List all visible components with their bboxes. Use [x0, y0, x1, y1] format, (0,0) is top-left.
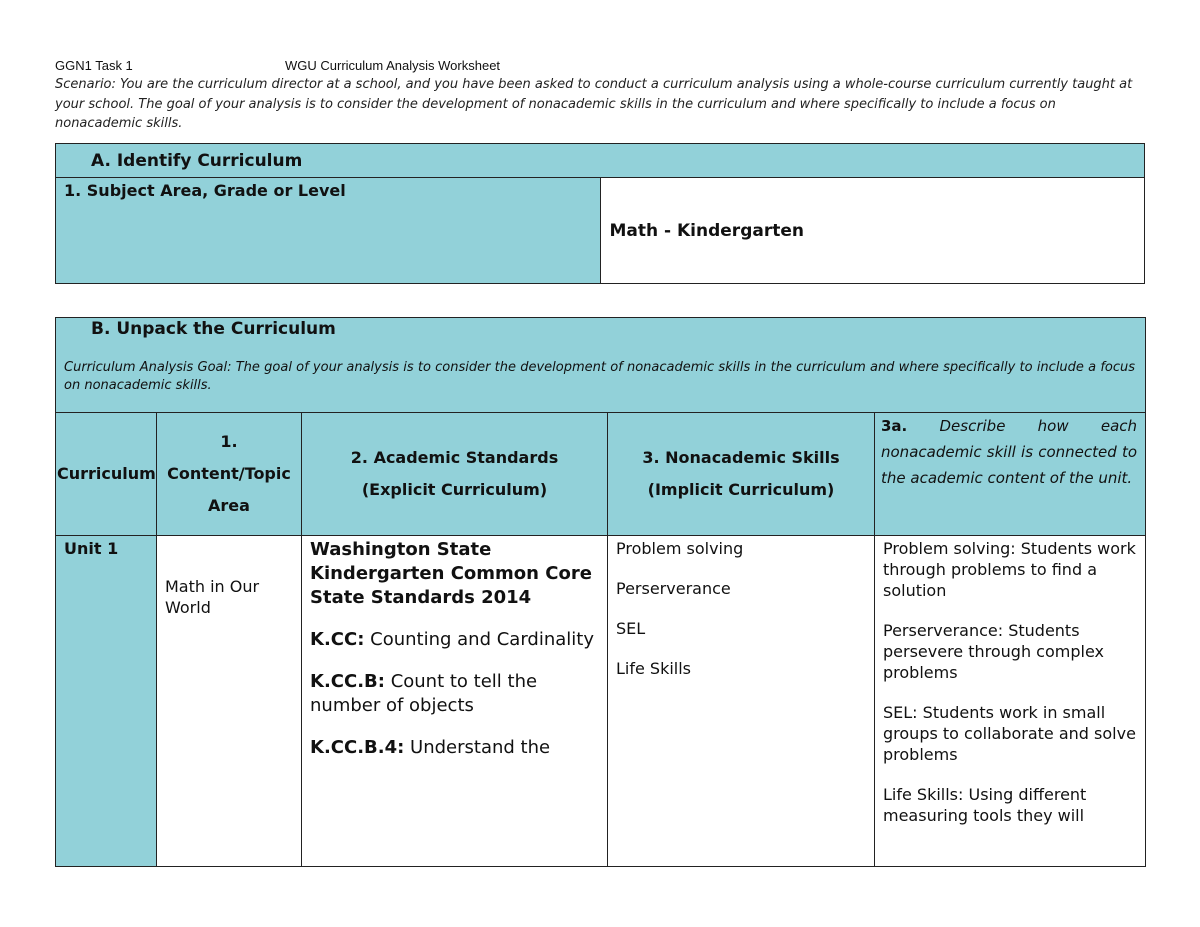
subject-area-value: Math - Kindergarten [600, 178, 1145, 284]
skill-item: SEL [616, 619, 646, 638]
section-b-title: B. Unpack the Curriculum [91, 319, 336, 339]
worksheet-title: WGU Curriculum Analysis Worksheet [285, 58, 501, 73]
standard-text: Understand the [404, 737, 551, 758]
subject-area-label: 1. Subject Area, Grade or Level [56, 178, 601, 284]
skill-item: Perserverance [616, 579, 731, 598]
skill-item: Life Skills [616, 659, 692, 678]
task-label: GGN1 Task 1 [55, 58, 133, 73]
nonacademic-skills-cell [608, 536, 875, 867]
standard-item [310, 670, 599, 718]
academic-standards-cell [302, 536, 608, 867]
skill-description: Life Skills: Using different measuring tools they will [883, 785, 1087, 825]
identify-curriculum-table [55, 143, 1145, 284]
col-nonacademic-line1: 3. Nonacademic Skills [642, 448, 840, 467]
section-a-title: A. Identify Curriculum [56, 144, 1145, 178]
standard-item [310, 628, 599, 652]
skill-description: SEL: Students work in small groups to collaborate and solve problems [883, 703, 1136, 764]
table-row [56, 536, 1146, 867]
col-describe-num: 3a. [881, 417, 908, 435]
skill-description: Perserverance: Students persevere through complex problems [883, 621, 1104, 682]
skill-item: Problem solving [616, 539, 744, 558]
standards-heading: Washington State Kindergarten Common Core State Standards 2014 [310, 539, 592, 608]
standard-text: Count to tell the number of objects [310, 671, 538, 716]
scenario-text: Scenario: You are the curriculum director at a school, and you have been asked to conduct a curriculum analysis using a whole-course curriculum currently taught at your school. The goal of your analysis is to consider the development of nonacademic skills in the curriculum and where specifically to include a focus on nonacademic skills. [55, 77, 1133, 131]
unit-label: Unit 1 [56, 536, 157, 867]
header-line [55, 58, 1145, 75]
col-nonacademic-line2: (Implicit Curriculum) [647, 480, 835, 499]
col-academic-line2: (Explicit Curriculum) [361, 480, 548, 499]
standard-code: K.CC.B.4: [310, 737, 405, 758]
analysis-goal-text: Curriculum Analysis Goal: The goal of your analysis is to consider the development of nonacademic skills in the curriculum and where specifically to include a focus on nonacademic skills. [64, 360, 1136, 393]
col-content-topic: 1. Content/Topic Area [157, 413, 302, 536]
standard-item [310, 736, 599, 760]
col-nonacademic-skills [608, 413, 875, 536]
col-academic-standards [302, 413, 608, 536]
col-curriculum: Curriculum [56, 413, 157, 536]
skill-description: Problem solving: Students work through problems to find a solution [883, 539, 1136, 600]
col-academic-line1: 2. Academic Standards [350, 448, 559, 467]
col-describe-text: Describe how each nonacademic skill is connected to the academic content of the unit. [881, 417, 1138, 487]
unpack-curriculum-table [55, 317, 1146, 867]
standard-code: K.CC: [310, 629, 365, 650]
col-describe-connection [875, 413, 1146, 536]
page-header [55, 58, 1145, 134]
content-topic: Math in Our World [157, 536, 302, 867]
section-b-header [56, 318, 1146, 413]
standard-code: K.CC.B: [310, 671, 385, 692]
standard-text: Counting and Cardinality [364, 629, 594, 650]
skill-descriptions-cell [875, 536, 1146, 867]
